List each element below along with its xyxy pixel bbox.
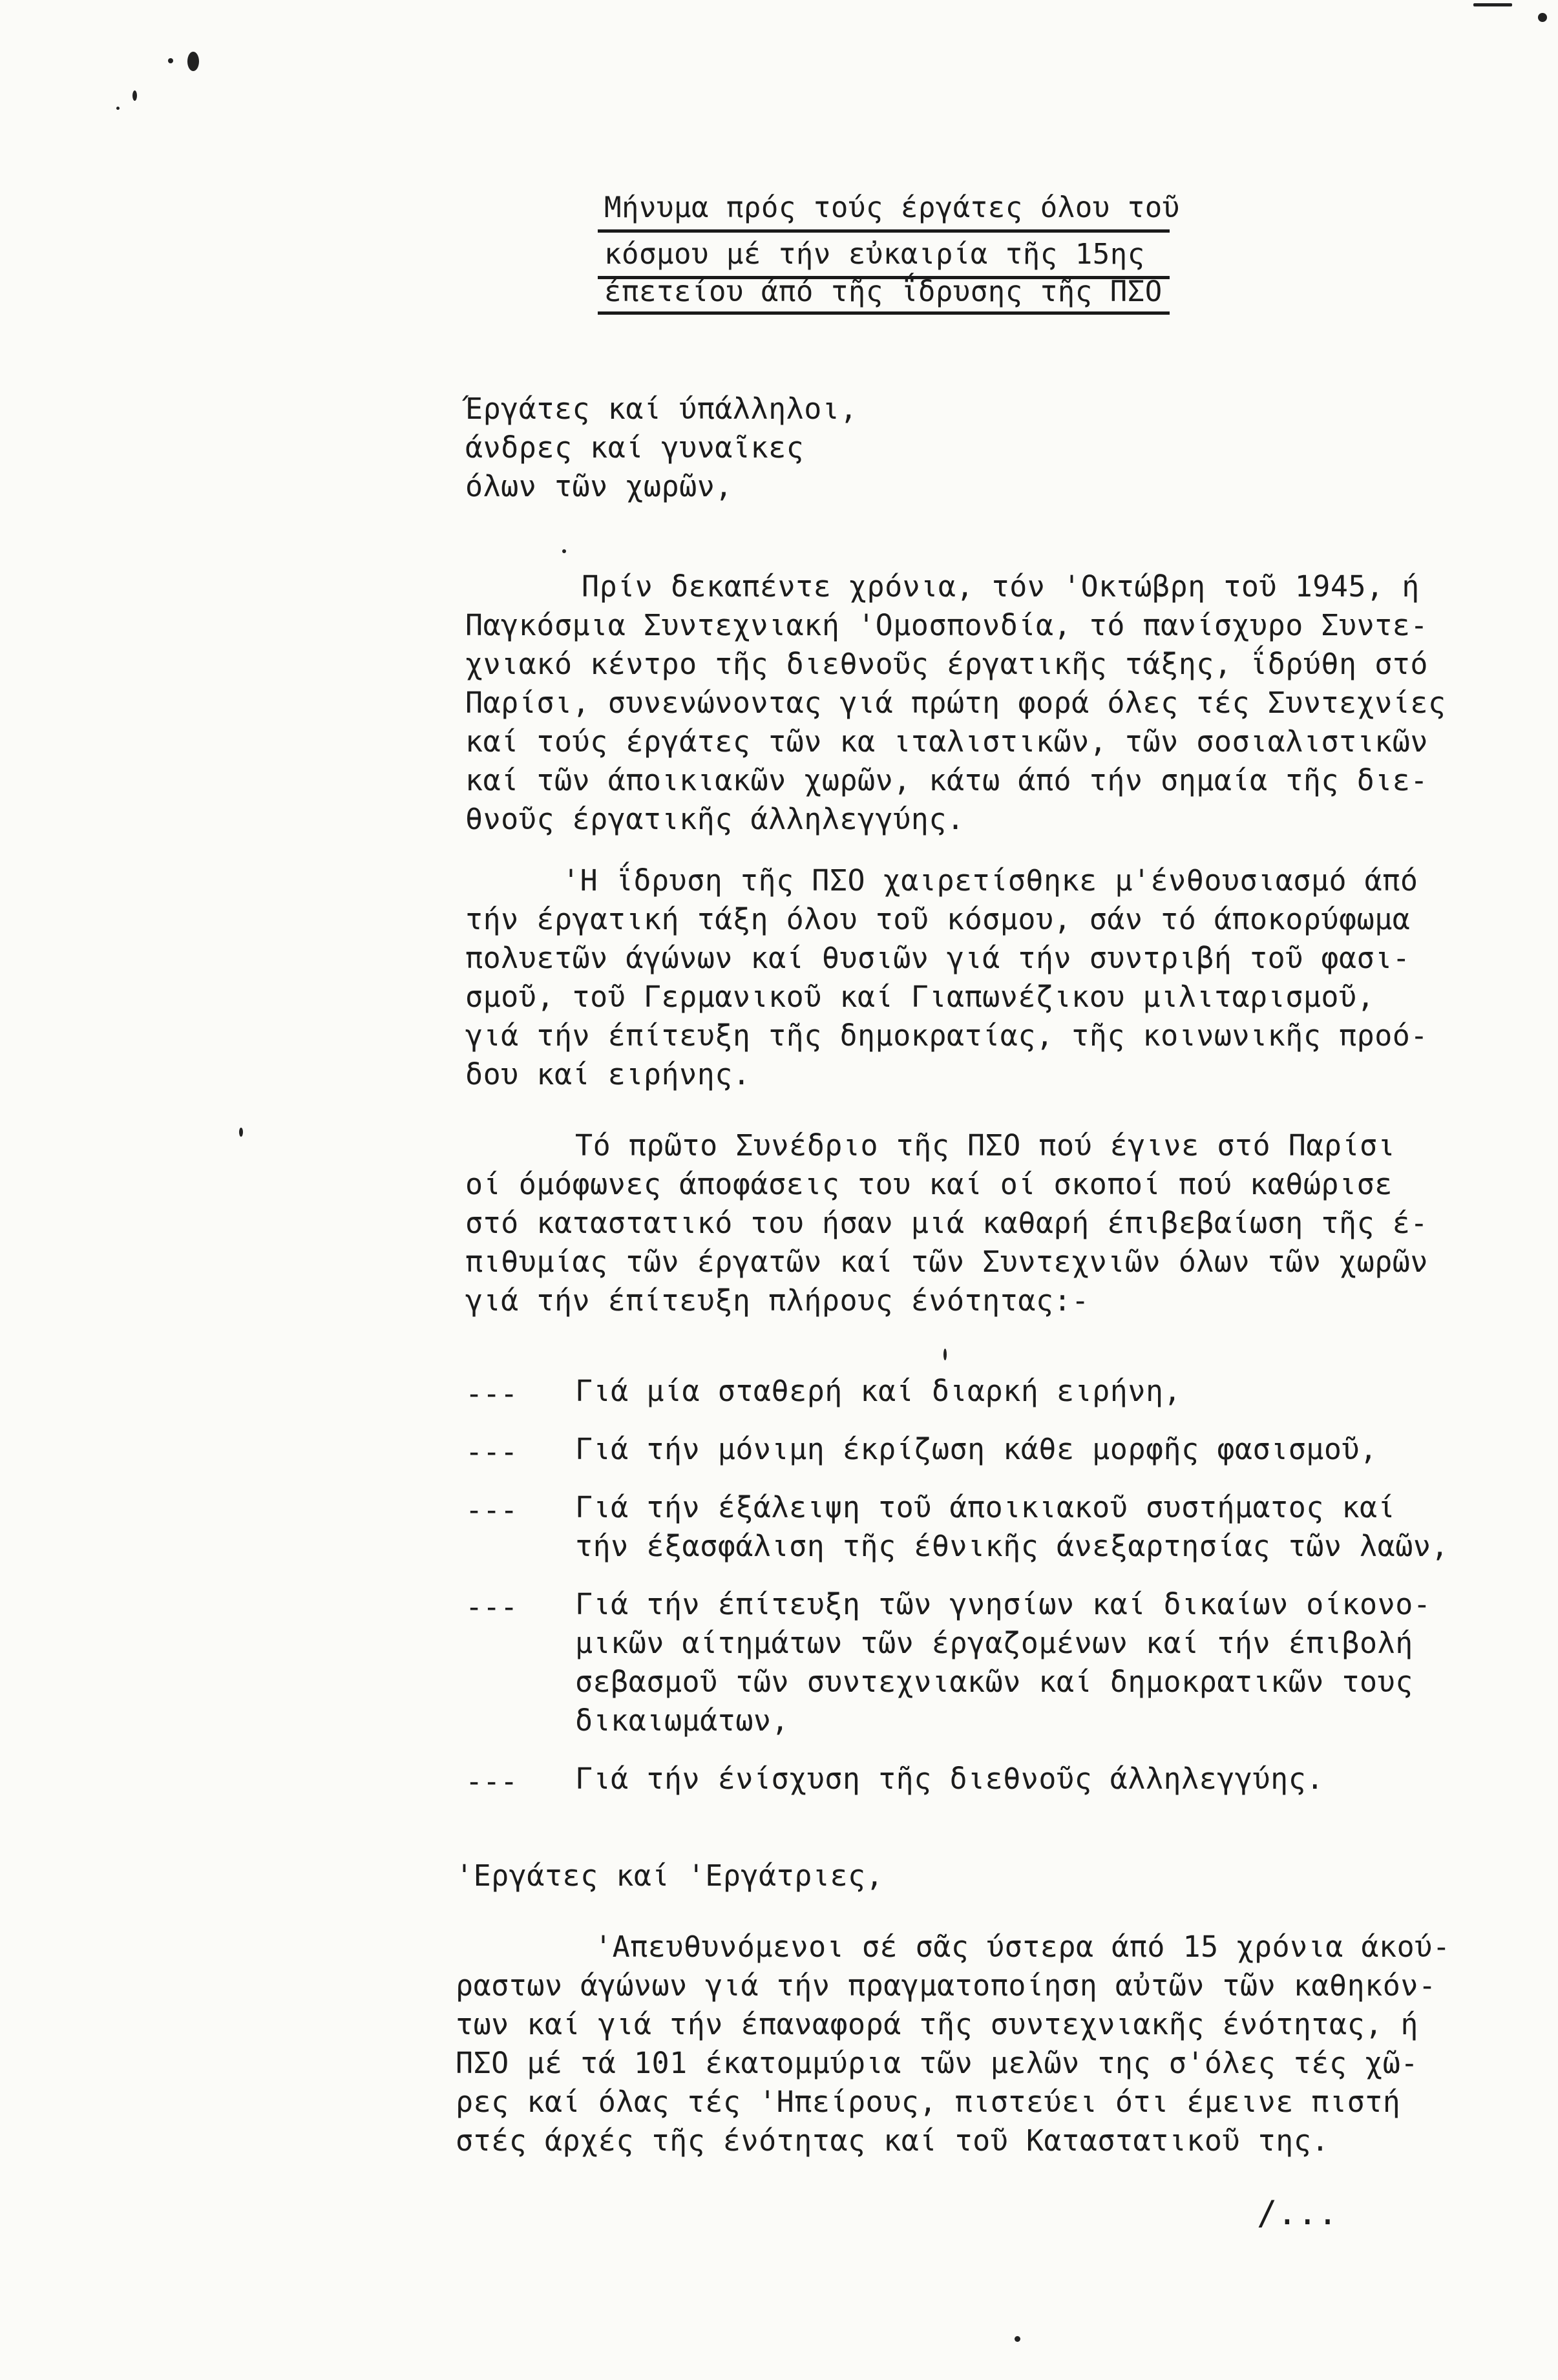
list-item-4-line-3: σεβασμοῦ τῶν συντεχνιακῶν καί δημοκρατικῶν τους xyxy=(575,1665,1413,1699)
list-item-4-line-1: Γιά τήν έπίτευξη τῶν γνησίων καί δικαίων οίκονο- xyxy=(575,1587,1431,1621)
list-item-3-line-1: Γιά τήν έξάλειψη τοῦ άποικιακοῦ συστήματος καί xyxy=(575,1490,1396,1524)
paragraph2-line-6: δου καί ειρήνης. xyxy=(465,1057,751,1091)
paragraph1-line-1: Πρίν δεκαπέντε χρόνια, τόν 'Οκτώβρη τοῦ 1945, ή xyxy=(582,569,1420,604)
paragraph3-line-3: στό καταστατικό του ήσαν μιά καθαρή έπιβεβαίωση τῆς έ- xyxy=(465,1206,1428,1240)
title-line-2: κόσμου μέ τήν εὐκαιρία τῆς 15ης xyxy=(604,238,1145,271)
paragraph1-line-4: Παρίσι, συνενώνοντας γιά πρώτη φορά όλες τές Συντεχνίες xyxy=(465,686,1446,720)
paragraph1-line-7: θνοῦς έργατικῆς άλληλεγγύης. xyxy=(465,802,965,836)
scan-artifact xyxy=(1473,3,1512,6)
title-underline-1 xyxy=(598,229,1170,233)
list-item-4-dash: --- xyxy=(465,1590,518,1624)
list-item-3-dash: --- xyxy=(465,1493,518,1527)
paragraph1-line-3: χνιακό κέντρο τῆς διεθνοῦς έργατικῆς τάξης, ΐδρύθη στό xyxy=(465,647,1428,681)
list-item-1-dash: --- xyxy=(465,1376,518,1411)
paragraph3-line-2: οί όμόφωνες άποφάσεις του καί οί σκοποί πού καθώρισε xyxy=(465,1167,1393,1201)
scan-artifact xyxy=(562,549,566,553)
paragraph1-line-5: καί τούς έργάτες τῶν κα ιταλιστικῶν, τῶν σοσιαλιστικῶν xyxy=(465,724,1428,759)
paragraph4-line-6: στές άρχές τῆς ένότητας καί τοῦ Καταστατικοῦ της. xyxy=(456,2123,1330,2158)
scan-artifact xyxy=(943,1349,947,1360)
paragraph3-line-4: πιθυμίας τῶν έργατῶν καί τῶν Συντεχνιῶν όλων τῶν χωρῶν xyxy=(465,1245,1428,1279)
list-item-5-dash: --- xyxy=(465,1764,518,1798)
page-continuation-marker: /... xyxy=(1257,2194,1338,2233)
paragraph2-line-2: τήν έργατική τάξη όλου τοῦ κόσμου, σάν τό άποκορύφωμα xyxy=(465,902,1411,936)
paragraph2-line-5: γιά τήν έπίτευξη τῆς δημοκρατίας, τῆς κοινωνικῆς προό- xyxy=(465,1018,1428,1053)
scan-artifact xyxy=(132,90,137,101)
paragraph3-line-1: Τό πρῶτο Συνέδριο τῆς ΠΣΟ πού έγινε στό Παρίσι xyxy=(575,1128,1396,1163)
paragraph4-line-2: ραστων άγώνων γιά τήν πραγματοποίηση αὐτῶν τῶν καθηκόν- xyxy=(456,1968,1437,2003)
scan-artifact xyxy=(116,107,120,110)
paragraph1-line-2: Παγκόσμια Συντεχνιακή 'Ομοσπονδία, τό πανίσχυρο Συντε- xyxy=(465,608,1428,642)
salutation-line-3: όλων τῶν χωρῶν, xyxy=(465,469,733,503)
scan-artifact xyxy=(187,52,199,71)
paragraph4-line-3: των καί γιά τήν έπαναφορά τῆς συντεχνιακῆς ένότητας, ή xyxy=(456,2007,1418,2041)
scan-artifact xyxy=(239,1128,243,1137)
scan-artifact xyxy=(1015,2336,1020,2342)
list-item-4-line-2: μικῶν αίτημάτων τῶν έργαζομένων καί τήν έπιβολή xyxy=(575,1626,1413,1660)
paragraph4-line-1: 'Απευθυνόμενοι σέ σᾶς ύστερα άπό 15 χρόνια άκού- xyxy=(595,1930,1451,1964)
salutation2: 'Εργάτες καί 'Εργάτριες, xyxy=(456,1859,884,1893)
paragraph1-line-6: καί τῶν άποικιακῶν χωρῶν, κάτω άπό τήν σημαία τῆς διε- xyxy=(465,763,1428,797)
paragraph3-line-5: γιά τήν έπίτευξη πλήρους ένότητας:- xyxy=(465,1283,1090,1318)
title-line-1: Μήνυμα πρός τούς έργάτες όλου τοῦ xyxy=(604,191,1180,224)
paragraph2-line-4: σμοῦ, τοῦ Γερμανικοῦ καί Γιαπωνέζικου μιλιταρισμοῦ, xyxy=(465,980,1375,1014)
paragraph2-line-3: πολυετῶν άγώνων καί θυσιῶν γιά τήν συντριβή τοῦ φασι- xyxy=(465,941,1411,975)
scan-artifact xyxy=(168,58,173,63)
list-item-5-line-1: Γιά τήν ένίσχυση τῆς διεθνοῦς άλληλεγγύης. xyxy=(575,1762,1324,1796)
scan-artifact xyxy=(1538,13,1547,22)
paragraph4-line-4: ΠΣΟ μέ τά 101 έκατομμύρια τῶν μελῶν της σ'όλες τές χῶ- xyxy=(456,2046,1418,2080)
list-item-2-line-1: Γιά τήν μόνιμη έκρίζωση κάθε μορφῆς φασισμοῦ, xyxy=(575,1432,1378,1466)
list-item-3-line-2: τήν έξασφάλιση τῆς έθνικῆς άνεξαρτησίας τῶν λαῶν, xyxy=(575,1529,1449,1563)
paragraph4-line-5: ρες καί όλας τές 'Ηπείρους, πιστεύει ότι έμεινε πιστή xyxy=(456,2085,1401,2119)
list-item-2-dash: --- xyxy=(465,1435,518,1469)
title-line-3: έπετείου άπό τῆς ΐδρυσης τῆς ΠΣΟ xyxy=(604,275,1163,308)
salutation-line-2: άνδρες καί γυναῖκες xyxy=(465,430,805,465)
title-underline-3 xyxy=(598,311,1170,315)
paragraph2-line-1: 'Η ΐδρυση τῆς ΠΣΟ χαιρετίσθηκε μ'ένθουσιασμό άπό xyxy=(562,863,1418,898)
list-item-4-line-4: δικαιωμάτων, xyxy=(575,1703,790,1738)
list-item-1-line-1: Γιά μία σταθερή καί διαρκή ειρήνη, xyxy=(575,1374,1182,1408)
salutation-line-1: Έργάτες καί ύπάλληλοι, xyxy=(465,392,858,426)
